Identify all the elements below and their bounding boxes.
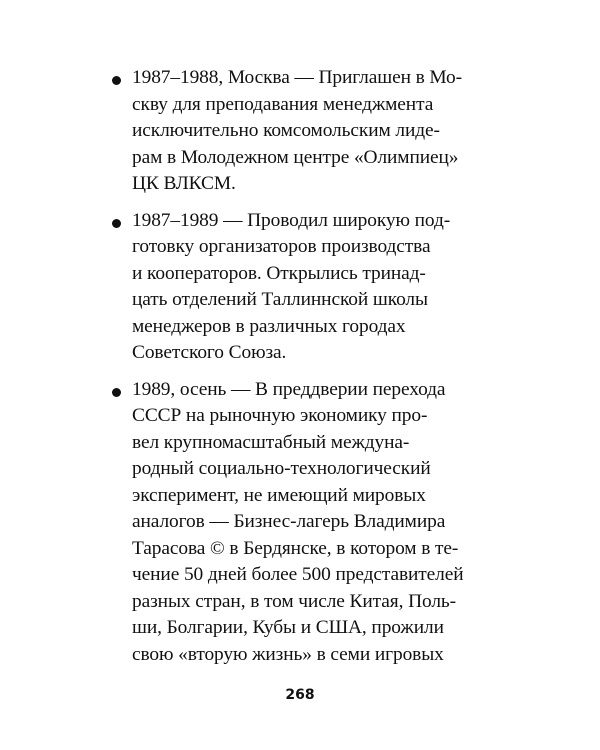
text-line: 1987–1989 — Проводил широкую под- xyxy=(132,209,451,231)
text-line: СССР на рыночную экономику про- xyxy=(132,405,428,426)
bullet-icon xyxy=(112,388,121,397)
list-item xyxy=(112,65,512,198)
text-line: эксперимент, не имеющий мировых xyxy=(132,484,426,506)
text-line: и кооператоров. Открылись тринад- xyxy=(132,262,426,284)
bullet-icon xyxy=(112,76,121,85)
text-line: 1987–1988, Москва — Приглашен в Мо- xyxy=(132,67,463,88)
text-line: цать отделений Таллиннской школы xyxy=(132,289,428,310)
text-line: рам в Молодежном центре «Олимпиец» xyxy=(132,146,459,168)
text-line: 1989, осень — В преддверии перехода xyxy=(132,378,446,400)
bullet-icon xyxy=(112,219,121,228)
text-line: родный социально-технологический xyxy=(132,458,431,479)
list-item xyxy=(112,377,512,669)
text-line: чение 50 дней более 500 представителей xyxy=(132,564,464,585)
text-line: свою «вторую жизнь» в семи игровых xyxy=(132,643,444,665)
text-line: Тарасова © в Бердянске, в котором в те- xyxy=(132,537,459,559)
text-line: скву для преподавания менеджмента xyxy=(132,93,434,115)
text-line: Советского Союза. xyxy=(132,342,287,363)
text-line: ши, Болгарии, Кубы и США, прожили xyxy=(132,617,444,638)
text-line: исключительно комсомольским лиде- xyxy=(132,120,440,141)
list-item xyxy=(112,208,512,367)
page-number: 268 xyxy=(285,687,315,703)
text-line: разных стран, в том числе Китая, Поль- xyxy=(132,590,456,612)
biography-list xyxy=(112,65,512,678)
text-line: вел крупномасштабный междуна- xyxy=(132,431,410,453)
text-line: менеджеров в различных городах xyxy=(132,315,406,337)
text-line: ЦК ВЛКСМ. xyxy=(132,173,236,194)
text-line: готовку организаторов производства xyxy=(132,236,431,257)
text-line: аналогов — Бизнес-лагерь Владимира xyxy=(132,511,446,532)
